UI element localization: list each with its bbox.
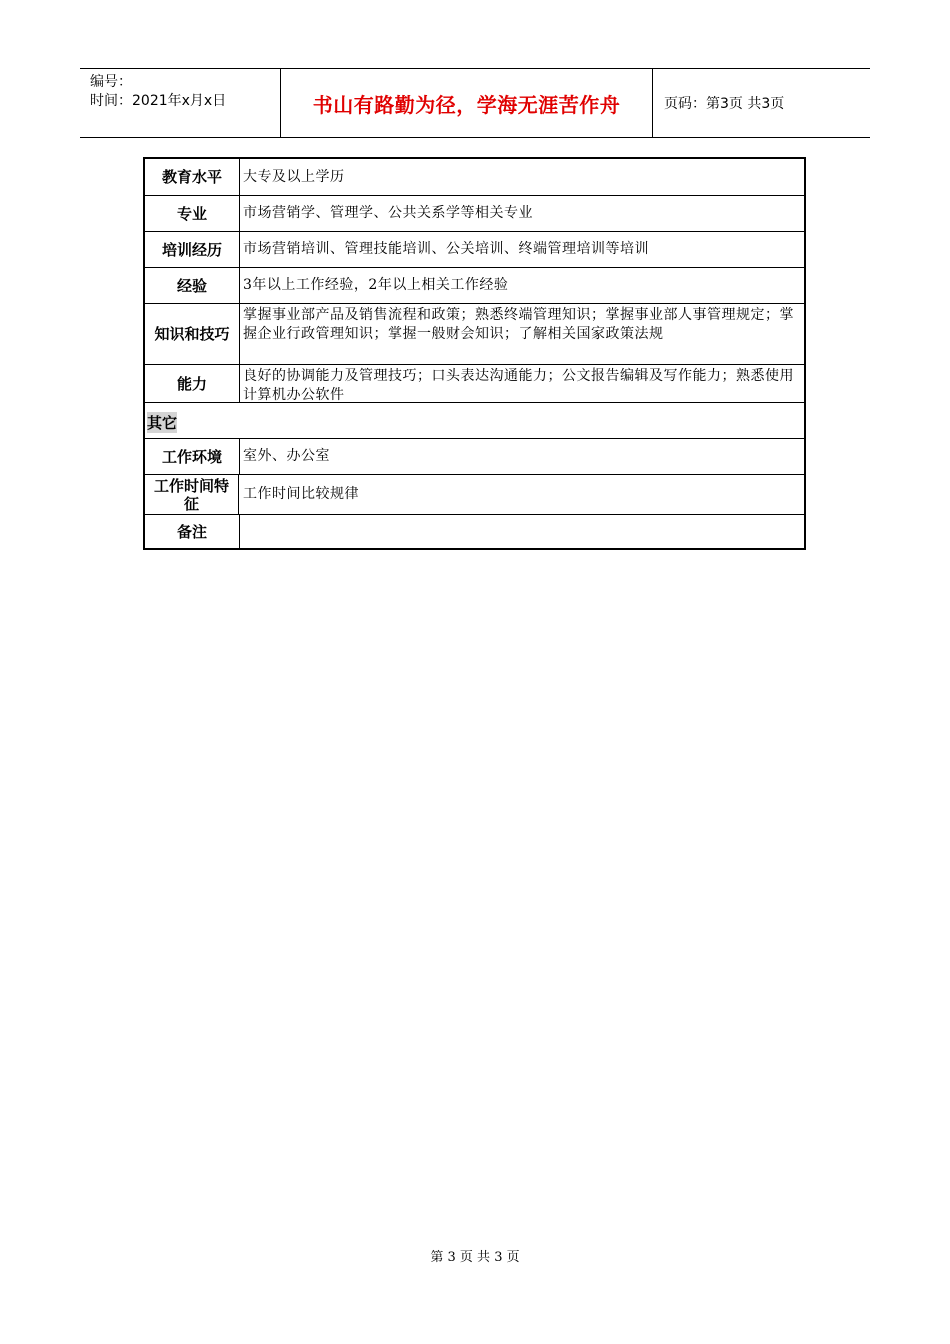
row-value: 大专及以上学历: [243, 168, 345, 185]
table-row: [145, 159, 804, 196]
table-row: [145, 365, 804, 403]
row-value: 3年以上工作经验，2年以上相关工作经验: [243, 277, 509, 293]
row-label: 知识和技巧: [145, 304, 240, 364]
job-requirements-table: [143, 157, 806, 550]
row-label: 专业: [145, 196, 240, 231]
row-value: 良好的协调能力及管理技巧；口头表达沟通能力；公文报告编辑及写作能力；熟悉使用计算机办公软件: [243, 368, 794, 403]
table-row: [145, 304, 804, 365]
row-value: 市场营销学、管理学、公共关系学等相关专业: [243, 205, 533, 221]
row-label: 工作环境: [145, 439, 240, 474]
section-title: 其它: [147, 414, 178, 432]
table-row: [145, 475, 804, 515]
table-row: [145, 439, 804, 475]
row-value: [243, 515, 800, 548]
row-value: 掌握事业部产品及销售流程和政策；熟悉终端管理知识；掌握事业部人事管理规定；掌握企业行政管理知识；掌握一般财会知识；了解相关国家政策法规: [243, 307, 794, 342]
row-value: 室外、办公室: [243, 448, 330, 464]
page-footer: 第 3 页 共 3 页: [430, 1250, 520, 1265]
row-value: 工作时间比较规律: [243, 486, 359, 502]
row-label: 工作时间特征: [145, 475, 239, 514]
header-meta: [80, 69, 281, 137]
table-row: [145, 268, 804, 304]
header-motto-cell: [281, 69, 653, 137]
row-label: 经验: [145, 268, 240, 303]
code-label: 编号：: [90, 74, 132, 90]
row-label: 能力: [145, 365, 240, 402]
table-row: [145, 232, 804, 268]
page-info: 页码：第3页 共3页: [664, 96, 785, 112]
section-header-row: [145, 403, 804, 439]
row-label: 培训经历: [145, 232, 240, 267]
motto: 书山有路勤为径，学海无涯苦作舟: [312, 92, 621, 117]
table-row: [145, 515, 804, 548]
page-header: [80, 68, 870, 138]
row-label: 备注: [145, 515, 240, 548]
table-row: [145, 196, 804, 232]
row-value: 市场营销培训、管理技能培训、公关培训、终端管理培训等培训: [243, 241, 649, 257]
row-label: 教育水平: [145, 159, 240, 195]
date-line: 时间：2021年x月x日: [90, 93, 227, 109]
